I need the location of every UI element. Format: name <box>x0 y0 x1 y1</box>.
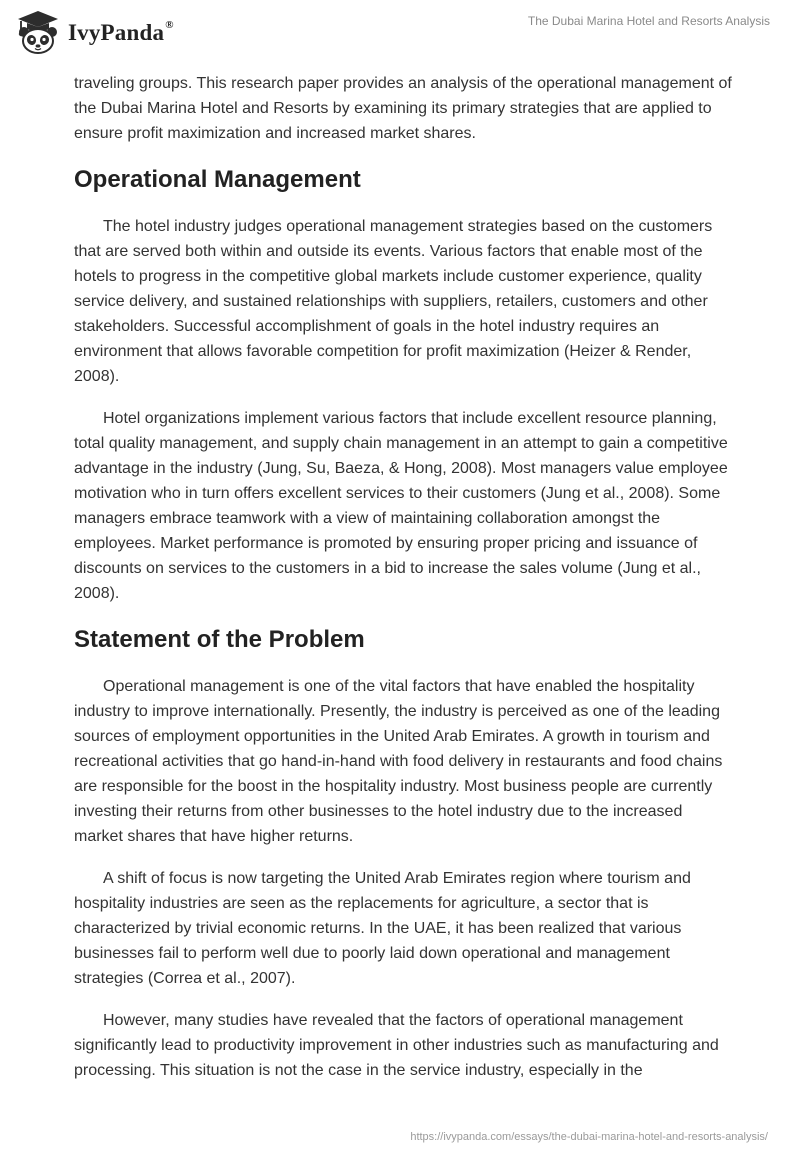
brand-name <box>68 20 174 46</box>
essay-content <box>74 71 734 1100</box>
section-heading-operational-management: Operational Management <box>74 166 361 193</box>
paragraph: A shift of focus is now targeting the United Arab Emirates region where tourism and hospitality industries are seen as the replacements for agriculture, a sector that is characterized by trivial economic returns. In the UAE, it has been realized that various businesses fail to perform well due to poorly laid down operational and management strategies (Correa et al., 2007). <box>74 870 691 987</box>
paragraph: However, many studies have revealed that the factors of operational management significantly lead to productivity improvement in other industries such as manufacturing and processing. This situation is not the case in the service industry, especially in the <box>74 1012 719 1079</box>
section-heading-statement-of-problem: Statement of the Problem <box>74 626 365 653</box>
brand-text: IvyPanda <box>68 20 165 45</box>
paragraph: Operational management is one of the vital factors that have enabled the hospitality industry to improve internationally. Presently, the industry is perceived as one of the leading sources of employment opportunities in the United Arab Emirates. A growth in tourism and recreational activities that go hand-in-hand with food delivery in restaurants and food chains are responsible for the boost in the hospitality industry. Most business people are currently investing their returns from other businesses to the hotel industry due to the increased market shares that have higher returns. <box>74 678 723 845</box>
source-url-link[interactable]: https://ivypanda.com/essays/the-dubai-marina-hotel-and-resorts-analysis/ <box>410 1131 768 1143</box>
intro-paragraph-tail: traveling groups. This research paper provides an analysis of the operational management of the Dubai Marina Hotel and Resorts by examining its primary strategies that are applied to ensure profit maximization and increased market shares. <box>74 75 732 142</box>
paragraph: The hotel industry judges operational management strategies based on the customers that are served both within and outside its events. Various factors that enable most of the hotels to progress in the competitive global markets include customer experience, quality service delivery, and sustained relationships with suppliers, retailers, customers and other stakeholders. Successful accomplishment of goals in the hotel industry requires an environment that allows favorable competition for profit maximization (Heizer & Render, 2008). <box>74 218 713 385</box>
panda-graduate-icon <box>14 9 62 55</box>
paragraph: Hotel organizations implement various factors that include excellent resource planning, total quality management, and supply chain management in an attempt to gain a competitive advantage in the industry (Jung, Su, Baeza, & Hong, 2008). Most managers value employee motivation who in turn offers excellent services to their customers (Jung et al., 2008). Some managers embrace teamwork with a view of maintaining collaboration amongst the employees. Market performance is promoted by ensuring proper pricing and issuance of discounts on services to the customers in a bid to increase the sales volume (Jung et al., 2008). <box>74 410 728 602</box>
document-title: The Dubai Marina Hotel and Resorts Analysis <box>527 14 770 28</box>
ivypanda-logo[interactable] <box>14 8 174 56</box>
registered-mark: ® <box>165 19 174 32</box>
page-header <box>0 0 800 66</box>
